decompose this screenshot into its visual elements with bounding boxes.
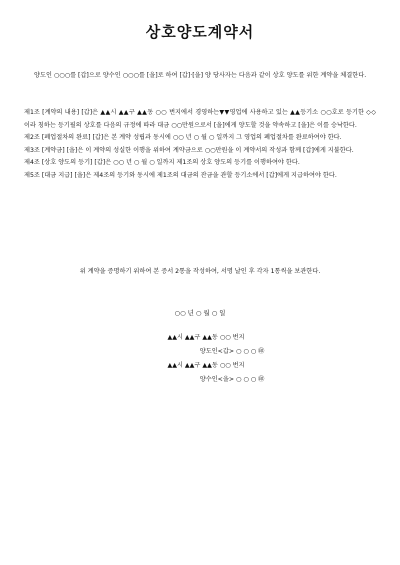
intro-paragraph: 양도인 ○○○를 [갑]으로 양수인 ○○○를 [을]로 하여 [갑]·[을] 양 당사자는 다음과 같이 상호 양도를 위한 계약을 체결한다. bbox=[34, 72, 367, 79]
closing-paragraph: 위 계약을 증명하기 위하여 본 증서 2통을 작성하여, 서명 날인 후 각자 1통씩을 보관한다. bbox=[79, 268, 321, 275]
assignee-signature: 양수인<을> ○ ○ ○ ㊞ bbox=[199, 376, 265, 383]
article-4: 제4조 [상호 양도의 등기] [갑]은 ○○ 년 ○ 월 ○ 일까지 제1조의 상호 양도의 등기를 이행하여야 한다. bbox=[24, 159, 300, 166]
assignor-address: ▲▲시 ▲▲구 ▲▲동 ○○ 번지 bbox=[167, 334, 245, 341]
article-3: 제3조 [계약금] [을]은 이 계약의 성실한 이행을 위하여 계약금으로 ○○만원을 이 계약서의 작성과 함께 [갑]에게 지불한다. bbox=[24, 146, 354, 154]
assignee-address: ▲▲시 ▲▲구 ▲▲동 ○○ 번지 bbox=[167, 362, 245, 369]
contract-date: ○○ 년 ○ 월 ○ 일 bbox=[174, 309, 226, 317]
document-title: 상호양도계약서 bbox=[145, 23, 255, 41]
assignor-signature: 양도인<갑> ○ ○ ○ ㊞ bbox=[199, 348, 265, 355]
article-2: 제2조 [폐업절차의 완료] [갑]은 본 계약 성립과 동시에 ○○ 년 ○ 월 ○ 일까지 그 영업의 폐업절차를 완료하여야 한다. bbox=[24, 134, 342, 141]
article-5: 제5조 [대금 지급] [을]은 제4조의 등기와 동시에 제1조의 대금의 잔금을 관할 등기소에서 [갑]에게 지급하여야 한다. bbox=[24, 171, 337, 179]
articles-block bbox=[24, 107, 376, 182]
article-1: 제1조 [계약의 내용] [갑]은 ▲▲시 ▲▲구 ▲▲동 ○○ 번지에서 경영하는▼▼영업에 사용하고 있는 ▲▲등기소 ○○호로 등기한 ◇◇이라 칭하는 등기필의 상호를 다음의 규정에 따라 대금 ○○만원으로서 [을]에게 양도할 것을 약속하고 [을]은 이를 승낙한다. bbox=[24, 109, 376, 129]
